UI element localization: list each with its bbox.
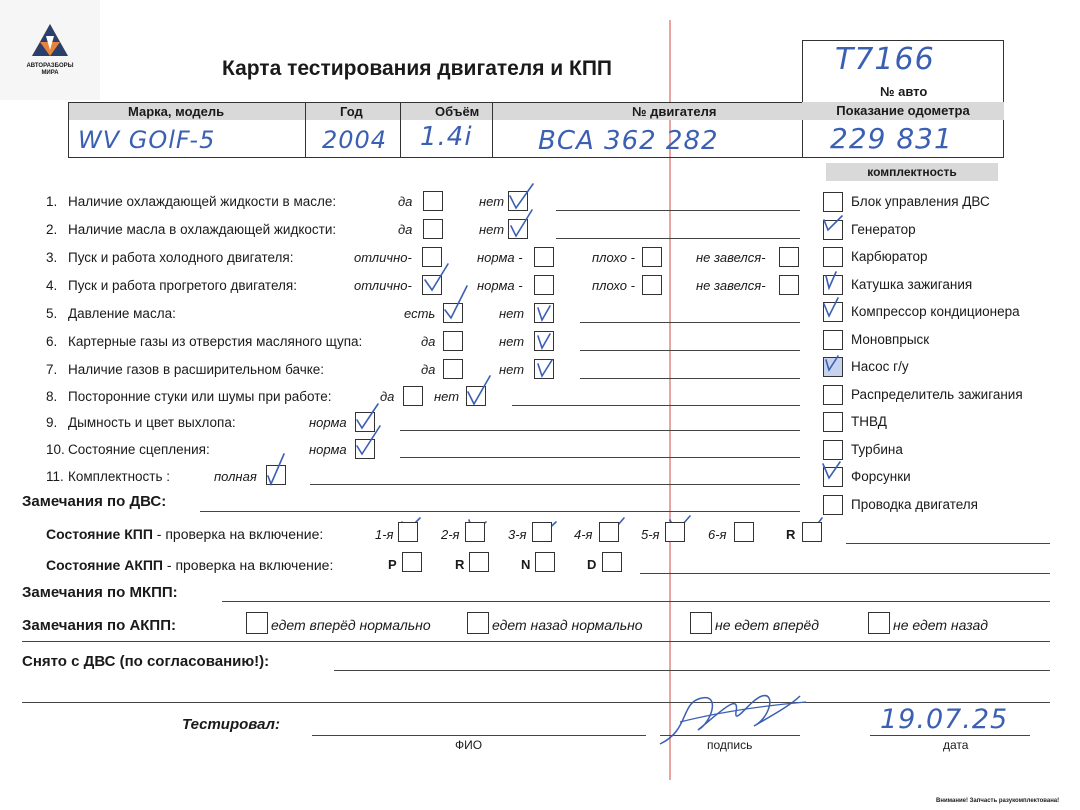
completeness-checkbox[interactable] (823, 330, 843, 350)
answer-line (200, 511, 800, 512)
date-line (870, 735, 1030, 736)
remarks-mkpp-label: Замечания по МКПП: (22, 584, 178, 601)
question-9 (46, 415, 236, 430)
checkbox[interactable] (467, 612, 489, 634)
checkbox[interactable] (534, 247, 554, 267)
opt-ne-zavelsya: не завелся- (696, 278, 766, 293)
completeness-checkbox[interactable] (823, 412, 843, 432)
checkbox[interactable] (443, 331, 463, 351)
completeness-item-label: Насос г/у (851, 359, 909, 374)
completeness-item-label: Генератор (851, 221, 916, 237)
question-text: Наличие охлаждающей жидкости в масле: (68, 194, 337, 209)
checkbox[interactable] (534, 331, 554, 351)
opt-ploho: плохо - (592, 250, 635, 265)
checkbox[interactable] (355, 439, 375, 459)
answer-line (846, 543, 1050, 544)
completeness-item-label: Моновпрыск (851, 331, 930, 347)
col-engine-no: № двигателя (632, 104, 717, 119)
opt-otlichno: отлично- (354, 250, 412, 265)
remarks-akpp-label: Замечания по АКПП: (22, 617, 176, 634)
question-number: 5. (46, 306, 58, 321)
completeness-checkbox[interactable] (823, 385, 843, 405)
completeness-checkbox[interactable] (823, 440, 843, 460)
question-text: Дымность и цвет выхлопа: (68, 415, 236, 430)
col-divider (492, 102, 493, 158)
akpp-opt: едет назад нормально (492, 617, 643, 633)
col-year: Год (340, 104, 363, 119)
question-text: Посторонние стуки или шумы при работе: (68, 389, 332, 404)
answer-line (556, 210, 800, 211)
completeness-item-label: Блок управления ДВС (851, 194, 990, 209)
logo-text-line2: МИРА (41, 70, 59, 76)
opt-da: да (421, 334, 436, 349)
completeness-item-label: Проводка двигателя (851, 496, 978, 512)
opt-net: нет (499, 306, 525, 321)
brand-value: WV GOlF-5 (78, 126, 216, 154)
checkbox[interactable] (534, 359, 554, 379)
opt-net: нет (434, 389, 460, 404)
opt-norma: норма - (477, 250, 523, 265)
checkbox[interactable] (508, 219, 528, 239)
question-number: 2. (46, 222, 58, 237)
question-text: Картерные газы из отверстия масляного щупа: (68, 334, 363, 349)
question-10 (46, 442, 210, 457)
answer-line (580, 378, 800, 379)
akpp-opt: не едет вперёд (715, 617, 820, 633)
akpp-mode-label: P (388, 557, 397, 572)
completeness-checkbox[interactable] (823, 192, 843, 212)
completeness-item-label: Турбина (851, 441, 903, 457)
checkbox[interactable] (534, 275, 554, 295)
checkbox[interactable] (403, 386, 423, 406)
checkbox[interactable] (422, 275, 442, 295)
col-divider (305, 102, 306, 158)
answer-line (334, 670, 1050, 671)
col-volume: Объём (435, 104, 480, 119)
completeness-checkbox[interactable] (823, 220, 843, 240)
col-brand: Марка, модель (128, 104, 225, 119)
removed-label: Снято с ДВС (по согласованию!): (22, 653, 270, 670)
checkbox[interactable] (423, 191, 443, 211)
kpp-gear-label: 2-я (441, 527, 460, 542)
answer-line (640, 573, 1050, 574)
answer-line (22, 702, 1050, 703)
checkbox[interactable] (642, 247, 662, 267)
question-number: 10. (46, 442, 65, 457)
answer-line (222, 601, 1050, 602)
checkbox[interactable] (422, 247, 442, 267)
answer-line (400, 430, 800, 431)
kpp-gear-label: 4-я (574, 527, 593, 542)
engine-no-value: BCA 362 282 (538, 126, 719, 156)
completeness-item-label: Распределитель зажигания (851, 386, 1023, 402)
company-logo (0, 0, 100, 100)
akpp-label: Состояние АКПП - проверка на включение: (46, 557, 334, 573)
question-8 (46, 389, 332, 404)
checkbox[interactable] (508, 191, 528, 211)
kpp-gear-label: 3-я (508, 527, 527, 542)
opt-polnaya: полная (214, 469, 257, 484)
opt-ne-zavelsya: не завелся- (696, 250, 766, 265)
odometer-label: Показание одометра (802, 102, 1004, 120)
question-11 (46, 469, 170, 484)
question-number: 4. (46, 278, 58, 293)
opt-norma: норма (309, 415, 347, 430)
akpp-mode-checkbox[interactable] (469, 552, 489, 572)
checkbox[interactable] (642, 275, 662, 295)
question-number: 9. (46, 415, 58, 430)
odometer-value: 229 831 (830, 122, 953, 155)
checkbox[interactable] (355, 412, 375, 432)
checkbox[interactable] (443, 303, 463, 323)
question-number: 8. (46, 389, 58, 404)
kpp-gear-label: 1-я (375, 527, 394, 542)
auto-number-label: № авто (880, 84, 928, 99)
volume-value: 1.4i (420, 122, 473, 152)
akpp-mode-label: R (455, 557, 465, 572)
col-divider (400, 102, 401, 158)
opt-net: нет (479, 194, 505, 209)
fio-label: ФИО (455, 738, 483, 752)
auto-number: Т7166 (835, 42, 935, 77)
opt-norma: норма - (477, 278, 523, 293)
checkbox[interactable] (779, 247, 799, 267)
question-text: Комплектность : (68, 469, 171, 484)
checkbox[interactable] (423, 219, 443, 239)
question-text: Наличие газов в расширительном бачке: (68, 362, 325, 377)
question-text: Пуск и работа прогретого двигателя: (68, 278, 297, 293)
kpp-gear-label: 6-я (708, 527, 727, 542)
checkbox[interactable] (690, 612, 712, 634)
checkbox[interactable] (443, 359, 463, 379)
question-6 (46, 334, 362, 349)
logo-text-line1: АВТОРАЗБОРЫ (26, 63, 74, 69)
completeness-checkbox[interactable] (823, 247, 843, 267)
answer-line (512, 405, 800, 406)
opt-da: да (398, 222, 413, 237)
answer-line (310, 484, 800, 485)
opt-otlichno: отлично- (354, 278, 412, 293)
kpp-gear-checkbox[interactable] (398, 522, 418, 542)
remarks-dvs-label: Замечания по ДВС: (22, 493, 167, 510)
akpp-mode-label: D (587, 557, 597, 572)
checkbox[interactable] (466, 386, 486, 406)
completeness-item-label: Форсунки (851, 469, 911, 484)
kpp-gear-checkbox[interactable] (734, 522, 754, 542)
question-7 (46, 362, 324, 377)
kpp-gear-label: 5-я (641, 527, 660, 542)
akpp-opt: едет вперёд нормально (271, 617, 431, 633)
question-3 (46, 250, 294, 265)
mountain-logo-icon (30, 22, 70, 60)
akpp-opt: не едет назад (893, 617, 988, 633)
signature-label: подпись (707, 738, 753, 752)
opt-da: да (421, 362, 436, 377)
answer-line (400, 457, 800, 458)
answer-line (580, 350, 800, 351)
page-title: Карта тестирования двигателя и КПП (222, 57, 613, 80)
opt-net: нет (479, 222, 505, 237)
akpp-mode-checkbox[interactable] (535, 552, 555, 572)
completeness-item-label: Компрессор кондиционера (851, 304, 1020, 319)
opt-est: есть (404, 306, 436, 321)
completeness-checkbox[interactable] (823, 275, 843, 295)
opt-norma: норма (309, 442, 347, 457)
opt-ploho: плохо - (592, 278, 635, 293)
opt-net: нет (499, 334, 525, 349)
checkbox[interactable] (779, 275, 799, 295)
completeness-checkbox[interactable] (823, 302, 843, 322)
akpp-mode-checkbox[interactable] (602, 552, 622, 572)
question-text: Давление масла: (68, 306, 176, 321)
kpp-gear-checkbox[interactable] (665, 522, 685, 542)
kpp-gear-checkbox[interactable] (532, 522, 552, 542)
answer-line (580, 322, 800, 323)
checkbox[interactable] (266, 465, 286, 485)
tested-label: Тестировал: (182, 716, 280, 733)
completeness-checkbox[interactable] (823, 467, 843, 487)
question-5 (46, 306, 176, 321)
kpp-gear-checkbox[interactable] (465, 522, 485, 542)
akpp-mode-label: N (521, 557, 531, 572)
completeness-checkbox[interactable] (823, 357, 843, 377)
answer-line (22, 641, 1050, 642)
opt-da: да (398, 194, 413, 209)
completeness-item-label: Карбюратор (851, 249, 928, 264)
date-value: 19.07.25 (880, 704, 1009, 735)
completeness-item-label: ТНВД (851, 414, 887, 429)
question-number: 6. (46, 334, 58, 349)
question-1 (46, 194, 336, 209)
year-value: 2004 (322, 126, 388, 154)
kpp-gear-checkbox[interactable] (802, 522, 822, 542)
kpp-gear-checkbox[interactable] (599, 522, 619, 542)
question-number: 11. (46, 469, 64, 484)
watermark: Внимание! Запчасть разукомплектована! (936, 798, 1060, 804)
completeness-checkbox[interactable] (823, 495, 843, 515)
question-number: 1. (46, 194, 58, 209)
question-text: Состояние сцепления: (68, 442, 210, 457)
kpp-label: Состояние КПП - проверка на включение: (46, 526, 324, 542)
completeness-title: комплектность (826, 163, 998, 181)
checkbox[interactable] (868, 612, 890, 634)
akpp-mode-checkbox[interactable] (402, 552, 422, 572)
checkbox[interactable] (534, 303, 554, 323)
kpp-gear-label: R (786, 527, 796, 542)
question-number: 7. (46, 362, 58, 377)
handwritten-signature (650, 682, 810, 752)
opt-da: да (380, 389, 395, 404)
answer-line (556, 238, 800, 239)
completeness-item-label: Катушка зажигания (851, 276, 973, 292)
checkbox[interactable] (246, 612, 268, 634)
fio-line (312, 735, 646, 736)
date-label: дата (943, 738, 969, 752)
opt-net: нет (499, 362, 525, 377)
question-text: Пуск и работа холодного двигателя: (68, 250, 294, 265)
question-text: Наличие масла в охлаждающей жидкости: (68, 222, 337, 237)
question-number: 3. (46, 250, 58, 265)
question-4 (46, 278, 297, 293)
question-2 (46, 222, 336, 237)
